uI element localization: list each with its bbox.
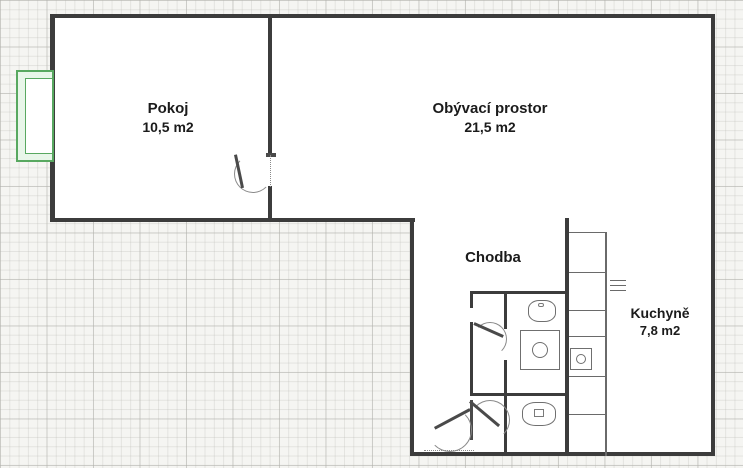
kitchen-unit-div-4 (569, 376, 606, 377)
room-area-obyvaci: 21,5 m2 (464, 118, 516, 135)
kitchen-unit-div-1 (569, 272, 606, 273)
room-name-kuchyne: Kuchyně (630, 305, 690, 321)
stove-icon-line-2 (610, 285, 626, 286)
washing-machine-door-icon (576, 354, 586, 364)
stove-icon-line-3 (610, 290, 626, 291)
door-pokoj-opening (270, 155, 271, 187)
kitchen-counter-icon (569, 232, 607, 233)
wall-bath-top (470, 291, 566, 294)
door-pokoj-leaf (266, 153, 276, 157)
room-name-obyvaci: Obývací prostor (432, 100, 548, 117)
wall-bath-left (470, 291, 473, 396)
wall-top (50, 14, 715, 18)
wall-upper-bottom (50, 218, 415, 222)
kitchen-unit-div-2 (569, 310, 606, 311)
kitchen-counter-edge (605, 232, 607, 456)
room-area-kuchyne: 7,8 m2 (639, 322, 681, 338)
room-area-pokoj: 10,5 m2 (142, 118, 194, 135)
wall-right (711, 14, 715, 456)
door-entry-threshold (424, 450, 474, 451)
window-left-glass (25, 78, 53, 154)
door-bathroom-leaf (470, 308, 473, 322)
kitchen-unit-div-3 (569, 336, 606, 337)
wall-bath-wc (504, 291, 507, 329)
shower-drain-icon (532, 342, 548, 358)
upper-band-fill (50, 14, 715, 222)
wall-partition-kitchen (565, 218, 569, 456)
wall-partition-pokoj (268, 14, 272, 154)
kitchen-unit-div-5 (569, 414, 606, 415)
wall-partition-pokoj-lower (268, 186, 272, 222)
wall-bottom (410, 452, 715, 456)
toilet-flush-icon (534, 409, 544, 417)
room-name-pokoj: Pokoj (147, 100, 189, 117)
door-entry-arc (428, 408, 472, 452)
room-name-chodba: Chodba (465, 249, 521, 266)
sink-tap-icon (538, 303, 544, 307)
wall-chodba-left (410, 218, 414, 456)
wall-bath-bottom (470, 393, 566, 396)
stove-icon-line-1 (610, 280, 626, 281)
